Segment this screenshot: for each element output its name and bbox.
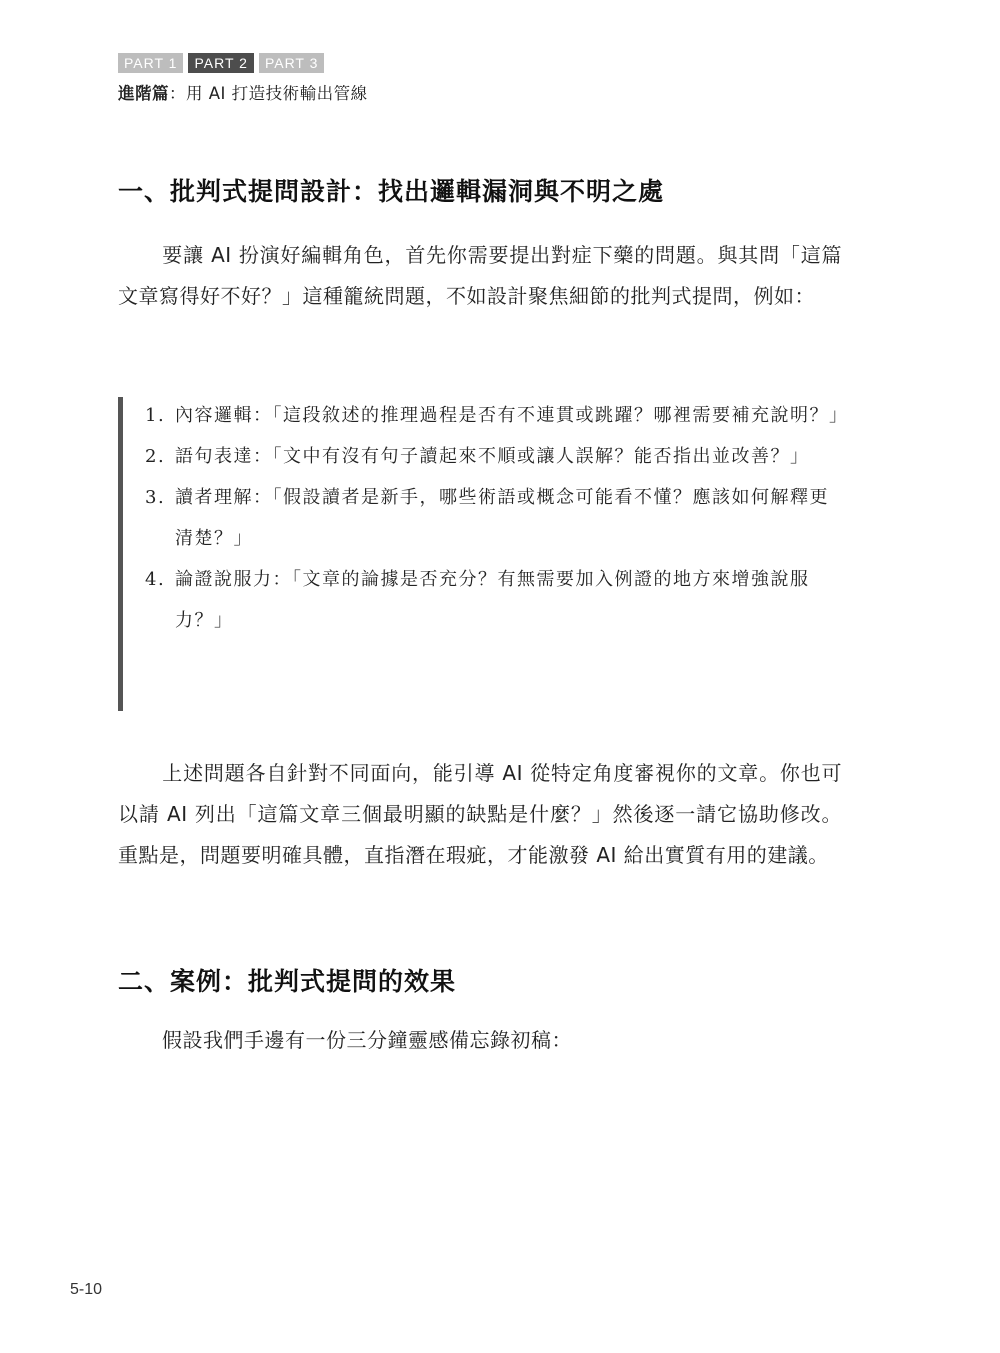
section1-intro xyxy=(118,235,842,317)
list-item xyxy=(123,559,845,641)
part-tabs xyxy=(118,53,324,73)
section1-outro xyxy=(118,753,842,876)
list-item-number: 3. xyxy=(145,487,166,508)
list-item xyxy=(123,395,849,436)
question-list xyxy=(118,397,853,711)
running-header-title: ：用 AI 打造技術輸出管線 xyxy=(169,84,368,103)
section1-outro-text: 上述問題各自針對不同面向，能引導 AI 從特定角度審視你的文章。你也可以請 AI 列出「這篇文章三個最明顯的缺點是什麼？」然後逐一請它協助修改。重點是，問題要明確具體，直指潛在瑕疵，才能激發 AI 給出實質有用的建議。 xyxy=(118,761,842,867)
running-header-part: 進階篇 xyxy=(118,84,169,103)
section2-intro-text: 假設我們手邊有一份三分鐘靈感備忘錄初稿： xyxy=(162,1028,572,1052)
section1-intro-text: 要讓 AI 扮演好編輯角色，首先你需要提出對症下藥的問題。與其問「這篇文章寫得好不好？」這種籠統問題，不如設計聚焦細節的批判式提問，例如： xyxy=(118,243,842,308)
list-item xyxy=(123,477,845,559)
part-tab-1: PART 1 xyxy=(118,53,183,73)
section2-heading: 二、案例：批判式提問的效果 xyxy=(118,967,457,996)
list-item-number: 4. xyxy=(145,569,166,590)
part-tab-3: PART 3 xyxy=(259,53,324,73)
list-item xyxy=(123,436,845,477)
running-header xyxy=(118,80,368,104)
list-item-text: 內容邏輯：「這段敘述的推理過程是否有不連貫或跳躍？哪裡需要補充說明？」 xyxy=(175,405,849,426)
list-item-text: 語句表達：「文中有沒有句子讀起來不順或讓人誤解？能否指出並改善？」 xyxy=(175,446,810,467)
list-item-text: 讀者理解：「假設讀者是新手，哪些術語或概念可能看不懂？應該如何解釋更清楚？」 xyxy=(175,487,829,549)
list-item-number: 2. xyxy=(145,446,166,467)
section2-intro xyxy=(118,1020,842,1061)
page-number: 5-10 xyxy=(70,1281,103,1298)
list-item-text: 論證說服力：「文章的論據是否充分？有無需要加入例證的地方來增強說服力？」 xyxy=(175,569,810,631)
list-item-number: 1. xyxy=(145,405,166,426)
section1-heading: 一、批判式提問設計：找出邏輯漏洞與不明之處 xyxy=(118,177,665,206)
part-tab-2: PART 2 xyxy=(188,53,253,73)
